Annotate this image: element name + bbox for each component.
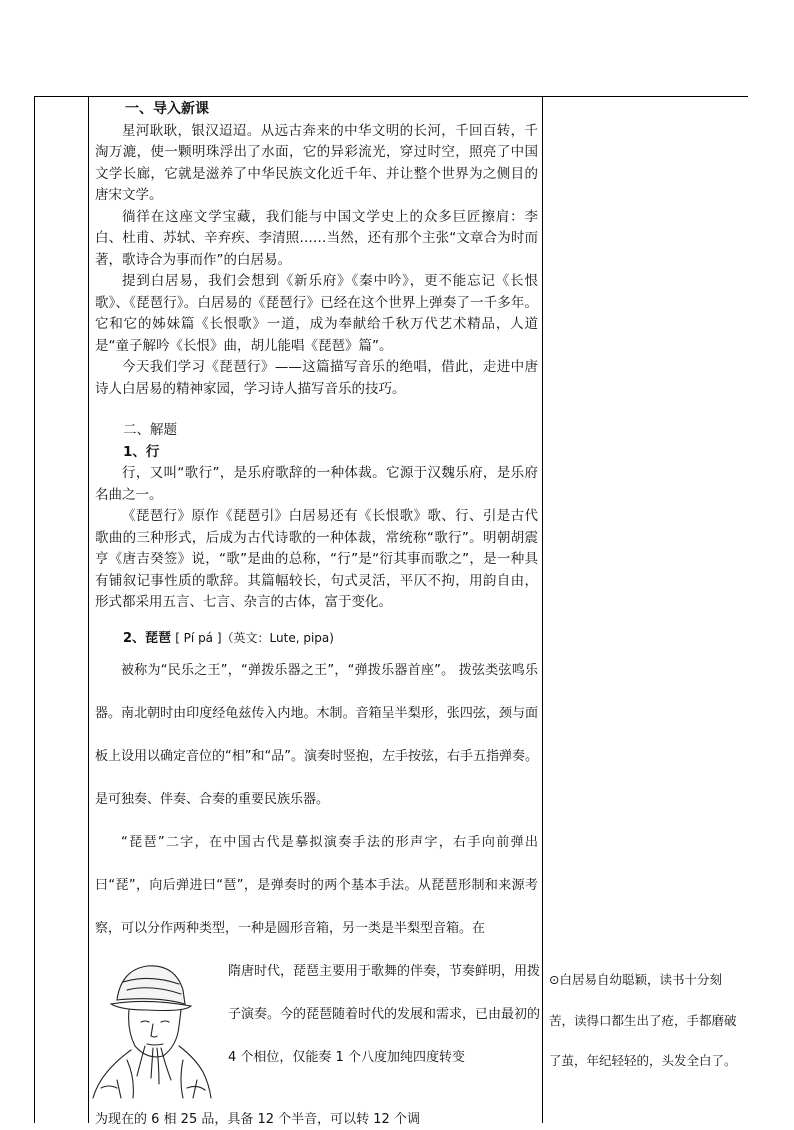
lesson-content — [95, 99, 541, 1130]
sub2-heading: 2、琵琶 — [123, 630, 172, 646]
section2-heading: 二、解题 — [123, 422, 177, 438]
pipa-description — [95, 649, 538, 950]
section1-paragraph-4: 今天我们学习《琵琶行》——这篇描写音乐的绝唱，借此，走进中唐诗人白居易的精神家园，学习诗人描写音乐的技巧。 — [95, 359, 538, 397]
section1-paragraph-2: 徜徉在这座文学宝藏，我们能与中国文学史上的众多巨匠擦肩：李白、杜甫、苏轼、辛弃疾、李清照……当然，还有那个主张“文章合为时而著，歌诗合为事而作”的白居易。 — [95, 208, 538, 268]
sub2-heading-line — [95, 628, 538, 650]
sub2-paragraph-2: “琵琶”二字，在中国古代是摹拟演奏手法的形声字，右手向前弹出曰“琵”，向后弹进曰“琶”，是弹奏时的两个基本手法。从琵琶形制和来源考察，可以分作两种类型，一种是圆形音箱，另一类是半梨型音箱。在 — [95, 835, 538, 936]
table-top-border — [34, 96, 748, 97]
sub2-pinyin: [ Pí pá ]（英文：Lute, pipa) — [175, 630, 334, 645]
section1-heading: 一、导入新课 — [125, 101, 209, 117]
sub1-paragraph-2: 《琵琶行》原作《琵琶引》白居易还有《长恨歌》歌、行、引是古代歌曲的三种形式，后成为古代诗歌的一种体裁，常统称“歌行”。明朝胡震亨《唐吉癸签》说，“歌”是曲的总称，“行”是“衍其事而歌之”，是一种具有铺叙记事性质的歌辞。其篇幅较长，句式灵活，平仄不拘，用韵自由，形式都采用五言、七言、杂言的古体，富于变化。 — [95, 508, 538, 610]
sub2-last-line: 为现在的 6 相 25 品，具备 12 个半音，可以转 12 个调 — [95, 1112, 420, 1127]
sub2-paragraph-1: 被称为“民乐之王”，“弹拨乐器之王”，“弹拨乐器首座”。 拨弦类弦鸣乐器。南北朝时由印度经龟兹传入内地。木制。音箱呈半梨形，张四弦，颈与面板上设用以确定音位的“相”和“品”。演奏时竖抱，左手按弦，右手五指弹奏。是可独奏、伴奏、合奏的重要民族乐器。 — [95, 663, 538, 807]
portrait-wrap-area — [95, 950, 541, 1130]
side-note-text: ⊙白居易自幼聪颖，读书十分刻苦，读得口都生出了疮，手都磨破了茧，年纪轻轻的，头发全白了。 — [549, 972, 737, 1068]
sub2-wrap-text: 隋唐时代，琵琶主要用于歌舞的伴奏，节奏鲜明，用拨子演奏。今的琵琶随着时代的发展和需求，已由最初的 4 个相位，仅能奏 1 个八度加纯四度转变 — [228, 964, 541, 1065]
sub1-paragraph-1: 行，又叫“歌行”，是乐府歌辞的一种体裁。它源于汉魏乐府，是乐府名曲之一。 — [95, 465, 538, 503]
portrait-side-text — [228, 950, 540, 1079]
table-left-border — [34, 96, 35, 1123]
side-note — [549, 960, 745, 1082]
sub1-heading: 1、行 — [123, 443, 160, 460]
section1-paragraph-1: 星河耿耿，银汉迢迢。从远古奔来的中华文明的长河，千回百转，千淘万漉，使一颗明珠浮出了水面，它的异彩流光，穿过时空，照亮了中国文学长廊，它就是滋养了中华民族文化近千年、并让整个世界为之侧目的唐宋文学。 — [95, 122, 538, 203]
table-column-divider-2 — [542, 96, 543, 1123]
bai-juyi-portrait-image — [87, 960, 217, 1100]
section1-paragraph-3: 提到白居易，我们会想到《新乐府》《秦中吟》，更不能忘记《长恨歌》、《琵琶行》。白居易的《琵琶行》已经在这个世界上弹奏了一千多年。它和它的姊妹篇《长恨歌》一道，成为奉献给千秋万代艺术精品，人道是“童子解吟《长恨》曲，胡儿能唱《琵琶》篇”。 — [95, 273, 538, 354]
